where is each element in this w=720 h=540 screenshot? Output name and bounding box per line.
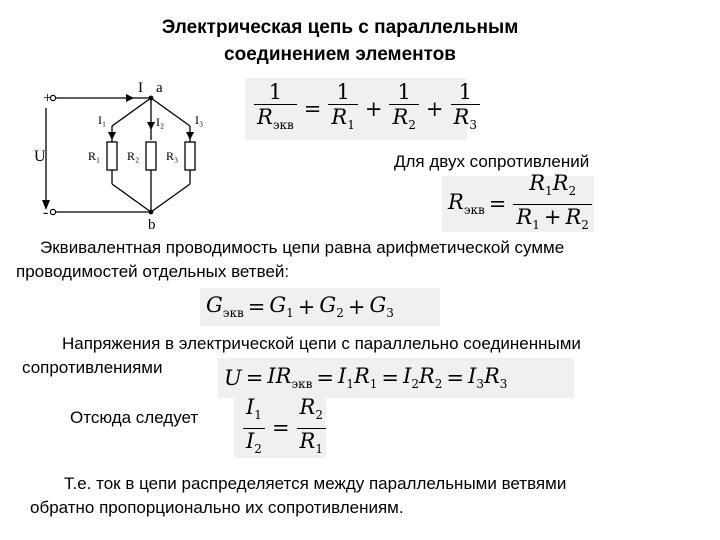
- title-line-2: соединением элементов: [224, 44, 456, 65]
- parallel-circuit-diagram: [30, 78, 220, 238]
- voltage-text-line-2: сопротивлениями: [22, 358, 163, 377]
- conductance-text-line-2: проводимостей отдельных ветвей:: [16, 262, 290, 281]
- resistor-r3: [185, 142, 195, 170]
- formula-current-ratio: $\frac{I_1}{I_2}$ = $\frac{R_2}{R_1}$: [234, 398, 326, 458]
- two-resistors-text: Для двух сопротивлений: [394, 152, 590, 171]
- frac-r2-r1: $\frac{R_2}{R_1}$: [297, 396, 326, 459]
- frac-product-over-sum: $\frac{R_1R_2}{R_1 + R_2}$: [513, 172, 592, 235]
- frac-1-req: $\frac{1}{R_{экв}}$: [254, 81, 297, 136]
- minus-terminal: [50, 209, 55, 214]
- minus-label: -: [43, 204, 49, 221]
- resistor-r2: [146, 142, 156, 170]
- frac-1-r1: $\frac{1}{R_1}$: [328, 81, 357, 136]
- voltage-label: U: [34, 148, 46, 165]
- slide-title: [0, 14, 680, 68]
- i1-label: I₁: [98, 113, 107, 127]
- frac-i1-i2: $\frac{I_1}{I_2}$: [243, 396, 265, 459]
- conclusion-text-line-2: обратно пропорционально их сопротивлениям.: [30, 498, 404, 517]
- formula-two-resistors: $R_{экв}$ = $\frac{R_1R_2}{R_1 + R_2}$: [442, 176, 594, 232]
- frac-1-r3: $\frac{1}{R_3}$: [451, 81, 480, 136]
- frac-1-r2: $\frac{1}{R_2}$: [389, 81, 418, 136]
- node-b-dot: [149, 210, 154, 215]
- r1-label: R₁: [88, 149, 101, 163]
- voltage-text-line-1: Напряжения в электрической цепи с параллельно соединенными: [62, 334, 581, 353]
- r2-label: R₂: [127, 149, 140, 163]
- node-a-label: a: [156, 80, 163, 96]
- plus-label: +: [43, 90, 53, 107]
- formula-equivalent-conductance: $G_{экв}$ = $G_1$ + $G_2$ + $G_3$: [200, 288, 440, 326]
- hence-text: Отсюда следует: [70, 408, 199, 427]
- r3-label: R₃: [166, 149, 179, 163]
- title-line-1: Электрическая цепь с параллельным: [161, 17, 519, 38]
- i2-label: I₂: [156, 115, 165, 129]
- formula-voltage: U = $IR_{экв}$ = $I_1R_1$ = $I_2R_2$ = $I_3R_3$: [218, 358, 574, 398]
- formula-equivalent-resistance: $\frac{1}{R_{экв}}$ = $\frac{1}{R_1}$ + $\frac{1}{R_2}$ + $\frac{1}{R_3}$: [245, 78, 467, 140]
- node-a-dot: [149, 96, 154, 101]
- node-b-label: b: [148, 217, 156, 233]
- resistor-r1: [107, 142, 117, 170]
- i3-label: I₃: [195, 113, 204, 127]
- conductance-text-line-1: Эквивалентная проводимость цепи равна арифметической сумме: [40, 238, 565, 257]
- conclusion-text-line-1: Т.е. ток в цепи распределяется между параллельными ветвями: [64, 474, 567, 493]
- total-current-label: I: [138, 80, 143, 96]
